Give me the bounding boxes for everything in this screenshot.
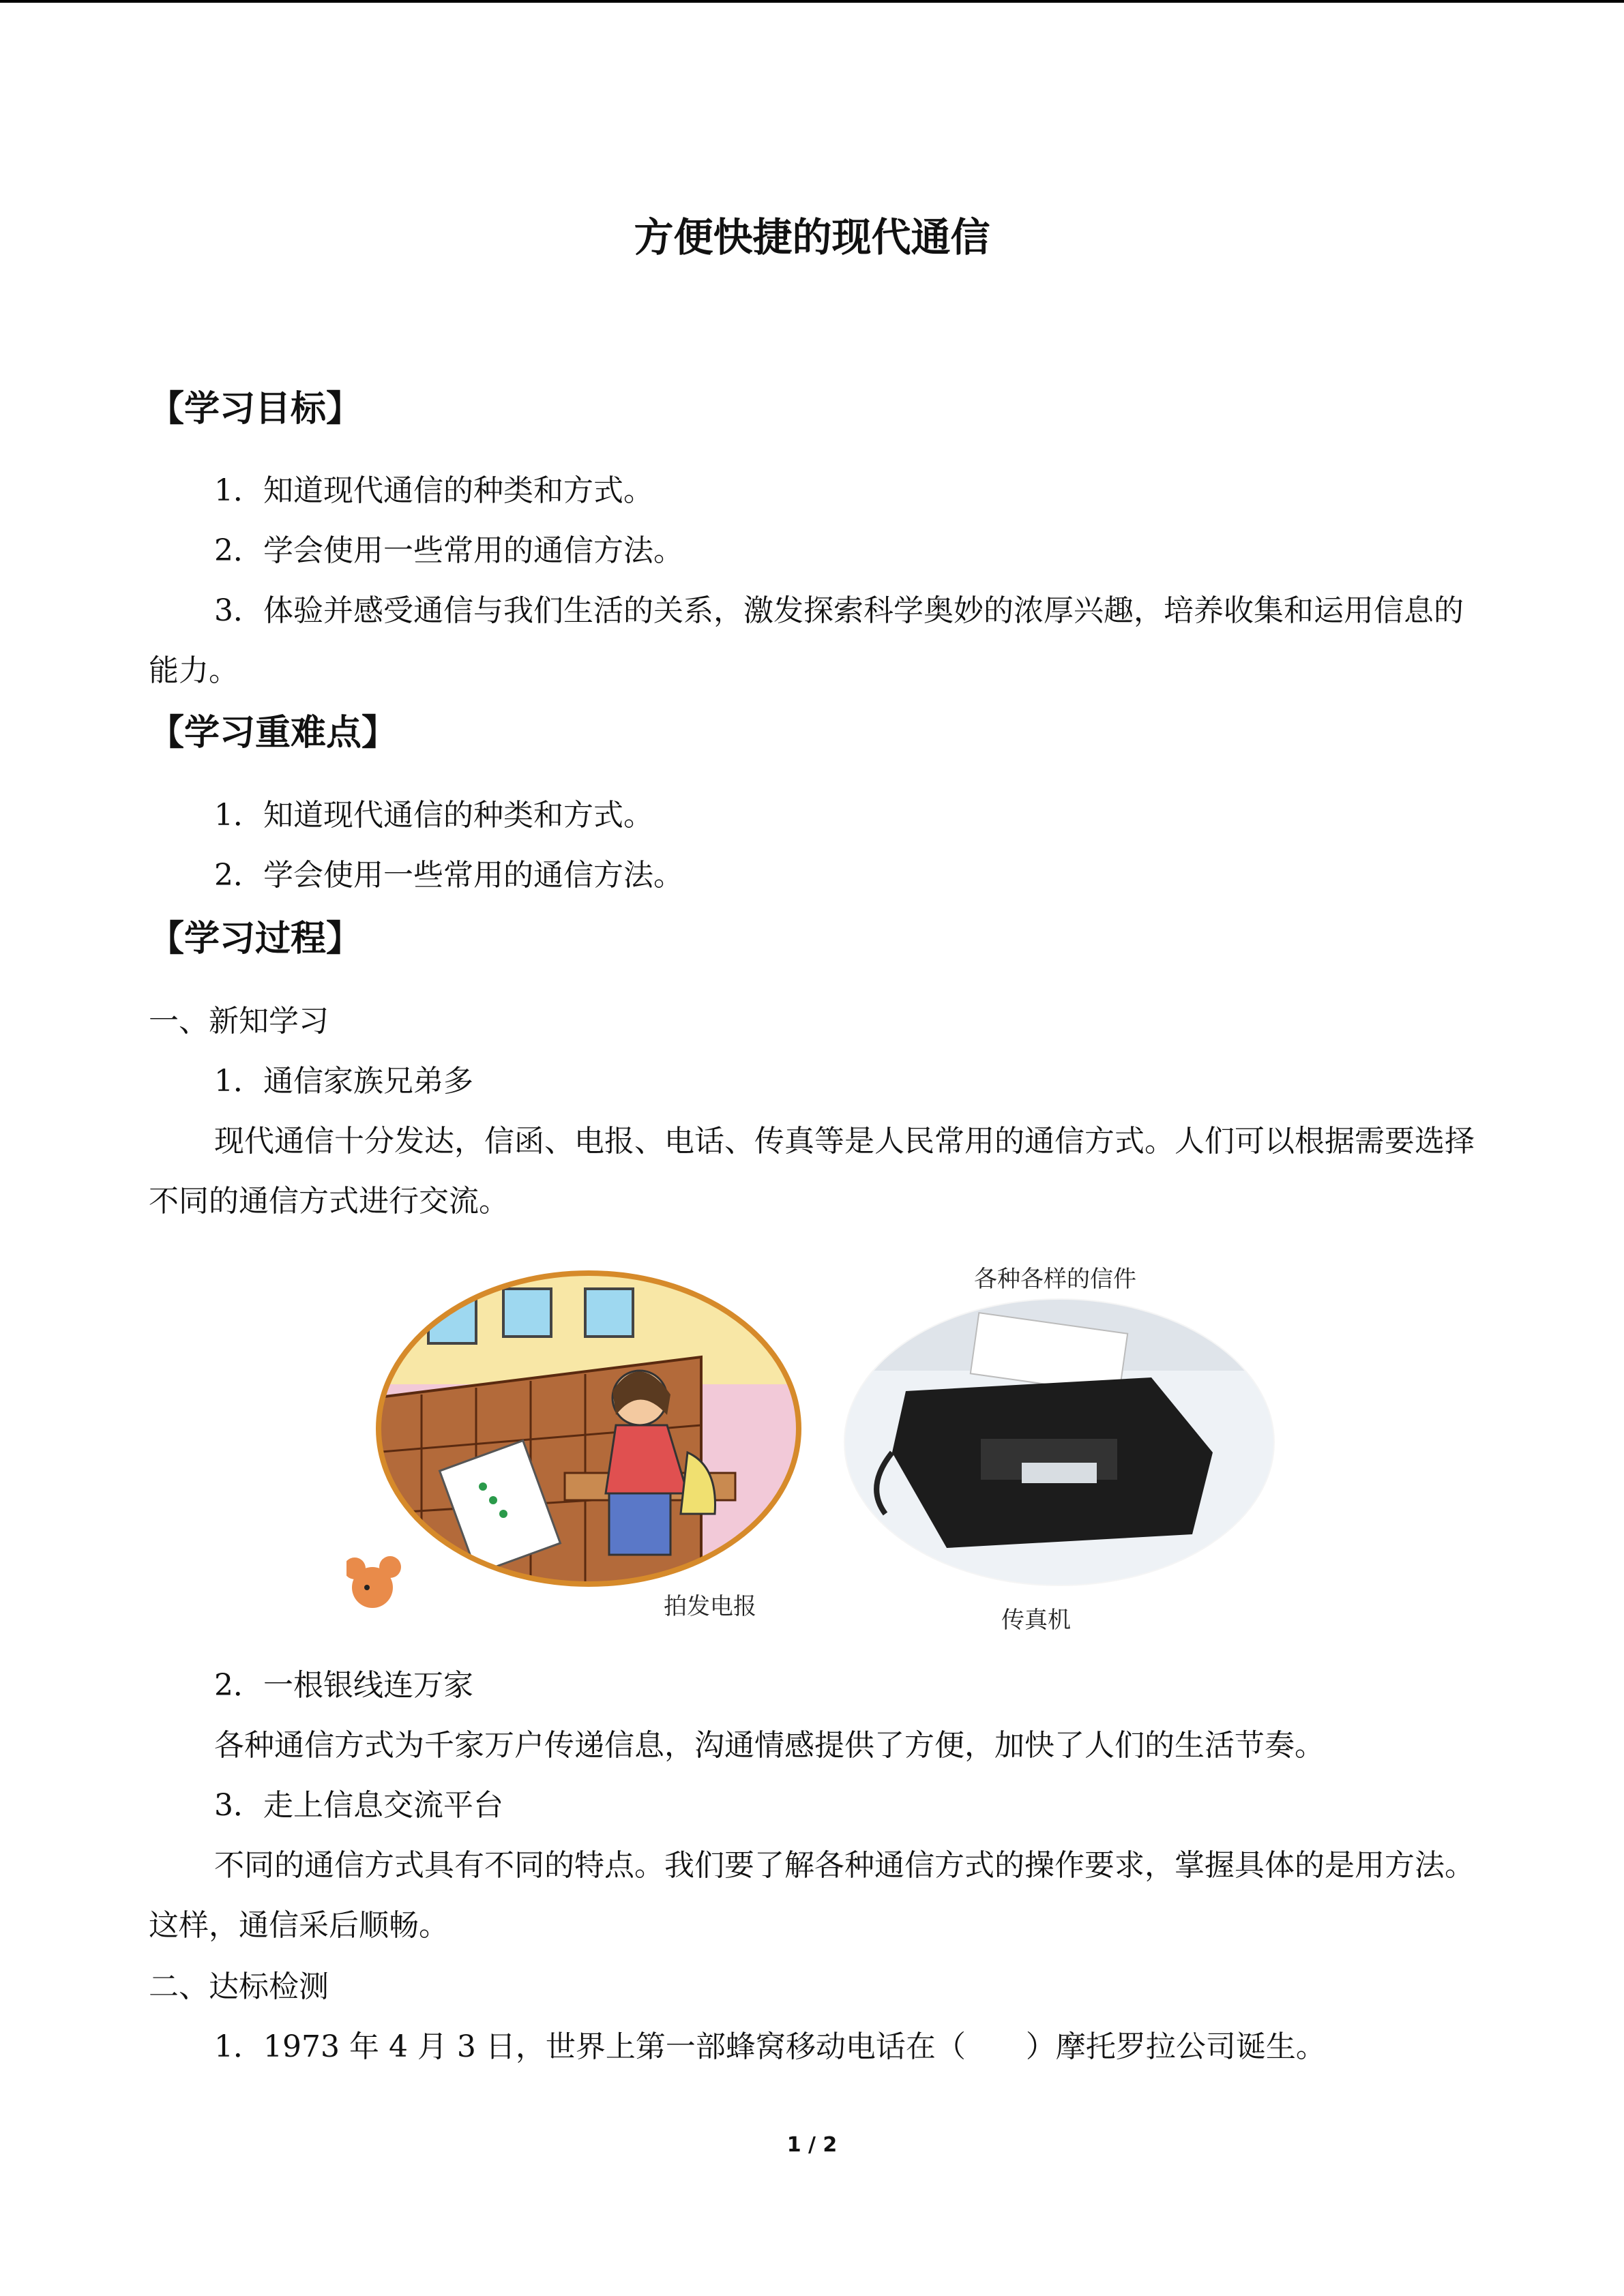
- keypoint-item-2: 2．学会使用一些常用的通信方法。: [214, 858, 683, 893]
- caption-fax: 传真机: [1001, 1607, 1071, 1634]
- goal-item-1: 1．知道现代通信的种类和方式。: [214, 473, 653, 508]
- question-1: 1．1973 年 4 月 3 日，世界上第一部蜂窝移动电话在（ ）摩托罗拉公司诞生。: [214, 2029, 1326, 2064]
- part-heading-assessment: 二、达标检测: [149, 1969, 329, 2004]
- document-page: [149, 0, 1475, 2296]
- page-number: 1 / 2: [786, 2133, 838, 2157]
- part-heading-new-knowledge: 一、新知学习: [149, 1004, 329, 1039]
- subheading-3: 3．走上信息交流平台: [214, 1788, 503, 1823]
- goal-item-3: 3．体验并感受通信与我们生活的关系，激发探索科学奥妙的浓厚兴趣，培养收集和运用信息的能力。: [149, 593, 1464, 688]
- keypoint-item-1: 1．知道现代通信的种类和方式。: [214, 798, 653, 833]
- paragraph-2: 各种通信方式为千家万户传递信息，沟通情感提供了方便，加快了人们的生活节奏。: [214, 1728, 1325, 1763]
- goal-item-2: 2．学会使用一些常用的通信方法。: [214, 533, 683, 568]
- fax-scene: [838, 1296, 1281, 1596]
- illustration-graphic: [346, 1227, 1281, 1637]
- caption-telegraph: 拍发电报: [664, 1593, 756, 1620]
- illustration: [346, 1227, 1281, 1637]
- section-heading-keypoints: 【学习重难点】: [149, 712, 398, 754]
- paragraph-3: 不同的通信方式具有不同的特点。我们要了解各种通信方式的操作要求，掌握具体的是用方法。这样，通信采后顺畅。: [149, 1848, 1475, 1943]
- paragraph-1: 现代通信十分发达，信函、电报、电话、传真等是人民常用的通信方式。人们可以根据需要选择不同的通信方式进行交流。: [149, 1124, 1475, 1219]
- section-heading-process: 【学习过程】: [149, 918, 362, 959]
- caption-letters: 各种各样的信件: [974, 1266, 1136, 1293]
- subheading-1: 1．通信家族兄弟多: [214, 1064, 473, 1099]
- subheading-2: 2．一根银线连万家: [214, 1668, 473, 1703]
- page-title: 方便快捷的现代通信: [634, 214, 990, 260]
- mouse-icon: [346, 1556, 401, 1608]
- section-heading-goals: 【学习目标】: [149, 388, 362, 430]
